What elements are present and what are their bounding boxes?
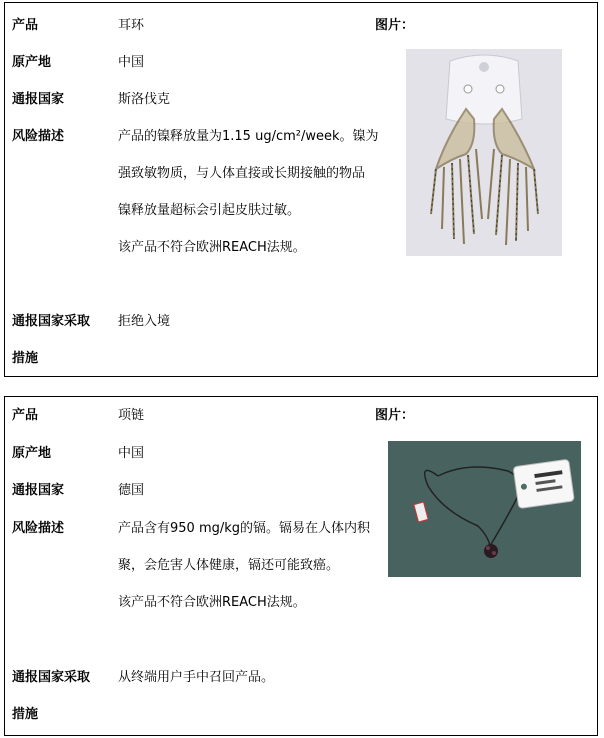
label-picture: 图片： <box>375 18 415 33</box>
record-card-necklace <box>4 396 598 736</box>
label-measures-cont: 措施 <box>12 707 39 722</box>
value-product: 项链 <box>118 408 145 423</box>
value-notifying-country: 德国 <box>118 483 145 498</box>
risk-line: 强致敏物质，与人体直接或长期接触的物品 <box>118 166 366 181</box>
label-notifying-country: 通报国家 <box>12 92 65 107</box>
label-product: 产品 <box>12 18 39 33</box>
value-measures: 从终端用户手中召回产品。 <box>118 670 275 685</box>
risk-line: 产品的镍释放量为1.15 ug/cm²/week。镍为 <box>118 129 379 144</box>
label-risk-description: 风险描述 <box>12 129 65 144</box>
risk-line: 聚，会危害人体健康，镉还可能致癌。 <box>118 558 340 573</box>
risk-line: 该产品不符合欧洲REACH法规。 <box>118 595 306 610</box>
label-risk-description: 风险描述 <box>12 521 65 536</box>
label-notifying-country: 通报国家 <box>12 483 65 498</box>
value-notifying-country: 斯洛伐克 <box>118 92 171 107</box>
value-measures: 拒绝入境 <box>118 314 171 329</box>
risk-line: 镍释放量超标会引起皮肤过敏。 <box>118 203 301 218</box>
label-measures: 通报国家采取 <box>12 670 91 685</box>
label-measures-cont: 措施 <box>12 351 39 366</box>
label-picture: 图片： <box>375 408 415 423</box>
value-origin: 中国 <box>118 55 145 70</box>
risk-line: 产品含有950 mg/kg的镉。镉易在人体内积 <box>118 521 371 536</box>
necklace-photo <box>388 441 581 577</box>
label-origin: 原产地 <box>12 55 52 70</box>
record-card-earrings <box>4 2 598 377</box>
label-product: 产品 <box>12 408 39 423</box>
value-origin: 中国 <box>118 446 145 461</box>
risk-line: 该产品不符合欧洲REACH法规。 <box>118 240 306 255</box>
label-origin: 原产地 <box>12 446 52 461</box>
value-product: 耳环 <box>118 18 145 33</box>
label-measures: 通报国家采取 <box>12 314 91 329</box>
earrings-photo <box>406 49 562 256</box>
